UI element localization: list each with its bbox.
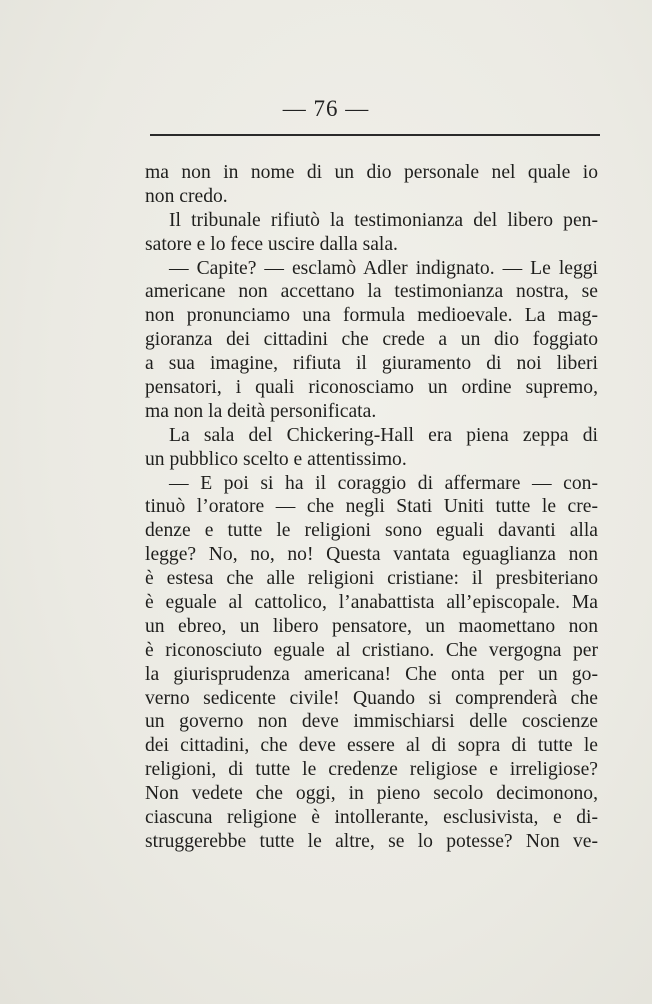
body-text	[145, 161, 598, 854]
text-line: ma non la deità personificata.	[145, 400, 377, 422]
text-line: struggerebbe tutte le altre, se lo potesse? Non ve-	[145, 830, 598, 852]
text-line: denze e tutte le religioni sono eguali davanti alla	[145, 520, 598, 542]
page-number: — 76 —	[282, 96, 370, 121]
text-line: gioranza dei cittadini che crede a un dio foggiato	[145, 329, 598, 351]
text-line: un ebreo, un libero pensatore, un maomettano non	[145, 615, 598, 637]
text-line: Il tribunale rifiutò la testimonianza del libero pen-	[169, 209, 598, 231]
text-line: ciascuna religione è intollerante, esclusivista, e di-	[145, 807, 598, 829]
text-line: — E poi si ha il coraggio di affermare — con-	[169, 472, 598, 494]
text-line: La sala del Chickering-Hall era piena zeppa di	[169, 424, 598, 446]
text-line: ma non in nome di un dio personale nel quale io	[145, 162, 598, 183]
text-line: — Capite? — esclamò Adler indignato. — Le leggi	[169, 257, 598, 279]
text-line: satore e lo fece uscire dalla sala.	[145, 233, 398, 255]
text-line: legge? No, no, no! Questa vantata eguaglianza non	[145, 544, 598, 566]
text-line: a sua imagine, rifiuta il giuramento di noi liberi	[145, 353, 598, 375]
text-line: Non vedete che oggi, in pieno secolo decimonono,	[145, 783, 598, 805]
text-line: pensatori, i quali riconosciamo un ordine supremo,	[145, 377, 598, 399]
text-line: tinuò l’oratore — che negli Stati Uniti tutte le cre-	[145, 496, 598, 518]
text-line: un pubblico scelto e attentissimo.	[145, 448, 407, 470]
text-line: è riconosciuto eguale al cristiano. Che vergogna per	[145, 639, 598, 661]
header-rule	[150, 134, 600, 136]
text-line: dei cittadini, che deve essere al di sopra di tutte le	[145, 735, 598, 757]
text-line: non credo.	[145, 185, 228, 207]
text-line: non pronunciamo una formula medioevale. La mag-	[145, 305, 598, 327]
text-line: è estesa che alle religioni cristiane: il presbiteriano	[145, 568, 598, 590]
text-line: è eguale al cattolico, l’anabattista all’episcopale. Ma	[145, 592, 598, 614]
text-line: americane non accettano la testimonianza nostra, se	[145, 281, 598, 303]
text-line: verno sedicente civile! Quando si comprenderà che	[145, 687, 598, 709]
text-line: un governo non deve immischiarsi delle coscienze	[145, 711, 598, 733]
text-line: religioni, di tutte le credenze religiose e irreligiose?	[145, 759, 598, 781]
text-line: la giurisprudenza americana! Che onta per un go-	[145, 663, 598, 685]
